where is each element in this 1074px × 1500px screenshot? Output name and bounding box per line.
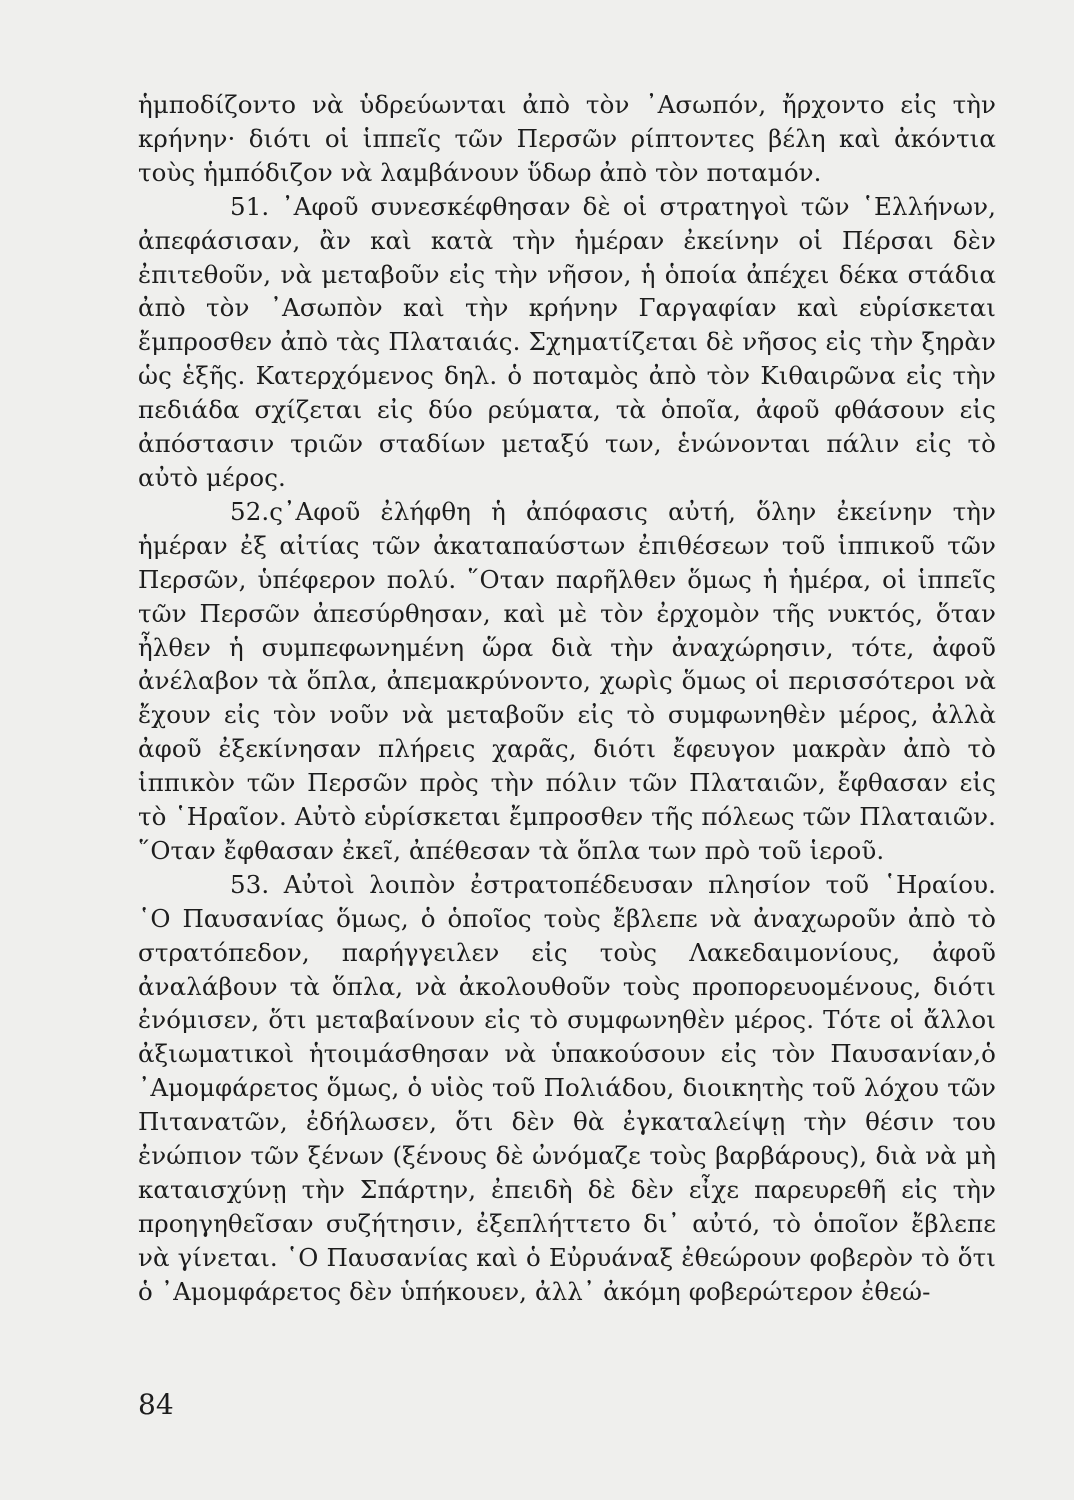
paragraph-continuation: ἡμποδίζοντο νὰ ὑδρεύωνται ἀπὸ τὸν ᾿Ασωπόν, ἤρχοντο εἰς τὴν κρήνην· διότι οἱ ἱππεῖς τῶν Περσῶν ρίπτοντες βέλη καὶ ἀκόντια τοὺς ἡμπόδιζον νὰ λαμβάνουν ὕδωρ ἀπὸ τὸν ποταμόν. bbox=[138, 90, 996, 187]
paragraph-52: 52.ς᾿Αφοῦ ἐλήφθη ἡ ἀπόφασις αὐτή, ὅλην ἐκείνην τὴν ἡμέραν ἐξ αἰτίας τῶν ἀκαταπαύστων ἐπιθέσεων τοῦ ἱππικοῦ τῶν Περσῶν, ὑπέφερον πολύ. ῞Οταν παρῆλθεν ὅμως ἡ ἡμέρα, οἱ ἱππεῖς τῶν Περσῶν ἀπεσύρθησαν, καὶ μὲ τὸν ἐρχομὸν τῆς νυκτός, ὅταν ἦλθεν ἡ συμπεφωνημένη ὥρα διὰ τὴν ἀναχώρησιν, τότε, ἀφοῦ ἀνέλαβον τὰ ὅπλα, ἀπεμακρύνοντο, χωρὶς ὅμως οἱ περισσότεροι νὰ ἔχουν εἰς τὸν νοῦν νὰ μεταβοῦν εἰς τὸ συμφωνηθὲν μέρος, ἀλλὰ ἀφοῦ ἐξεκίνησαν πλήρεις χαρᾶς, διότι ἔφευγον μακρὰν ἀπὸ τὸ ἱππικὸν τῶν Περσῶν πρὸς τὴν πόλιν τῶν Πλαταιῶν, ἔφθασαν εἰς τὸ ῾Ηραῖον. Αὐτὸ εὑρίσκεται ἔμπροσθεν τῆς πόλεως τῶν Πλαταιῶν. ῞Οταν ἔφθασαν ἐκεῖ, ἀπέθεσαν τὰ ὅπλα των πρὸ τοῦ ἱεροῦ. bbox=[138, 496, 996, 865]
paragraph-51: 51. ᾿Αφοῦ συνεσκέφθησαν δὲ οἱ στρατηγοὶ τῶν ῾Ελλήνων, ἀπεφάσισαν, ἂν καὶ κατὰ τὴν ἡμέραν ἐκείνην οἱ Πέρσαι δὲν ἐπιτεθοῦν, νὰ μεταβοῦν εἰς τὴν νῆσον, ἡ ὁποία ἀπέχει δέκα στάδια ἀπὸ τὸν ᾿Ασωπὸν καὶ τὴν κρήνην Γαργαφίαν καὶ εὑρίσκεται ἔμπροσθεν ἀπὸ τὰς Πλαταιάς. Σχηματίζεται δὲ νῆσος εἰς τὴν ξηρὰν ὡς ἑξῆς. Κατερχόμενος δηλ. ὁ ποταμὸς ἀπὸ τὸν Κιθαιρῶνα εἰς τὴν πεδιάδα σχίζεται εἰς δύο ρεύματα, τὰ ὁποῖα, ἀφοῦ φθάσουν εἰς ἀπόστασιν τριῶν σταδίων μεταξύ των, ἑνώνονται πάλιν εἰς τὸ αὐτὸ μέρος. bbox=[138, 191, 996, 492]
paragraph-53: 53. Αὐτοὶ λοιπὸν ἐστρατοπέδευσαν πλησίον τοῦ ῾Ηραίου. ῾Ο Παυσανίας ὅμως, ὁ ὁποῖος τοὺς ἔβλεπε νὰ ἀναχωροῦν ἀπὸ τὸ στρατόπεδον, παρήγγειλεν εἰς τοὺς Λακεδαιμονίους, ἀφοῦ ἀναλάβουν τὰ ὅπλα, νὰ ἀκολουθοῦν τοὺς προπορευομένους, διότι ἐνόμισεν, ὅτι μεταβαίνουν εἰς τὸ συμφωνηθὲν μέρος. Τότε οἱ ἄλλοι ἀξιωματικοὶ ἡτοιμάσθησαν νὰ ὑπακούσουν εἰς τὸν Παυσανίαν,ὁ ᾿Αμομφάρετος ὅμως, ὁ υἱὸς τοῦ Πολιάδου, διοικητὴς τοῦ λόχου τῶν Πιτανατῶν, ἐδήλωσεν, ὅτι δὲν θὰ ἐγκαταλείψῃ τὴν θέσιν του ἐνώπιον τῶν ξένων (ξένους δὲ ὠνόμαζε τοὺς βαρβάρους), διὰ νὰ μὴ καταισχύνῃ τὴν Σπάρτην, ἐπειδὴ δὲ δὲν εἶχε παρευρεθῆ εἰς τὴν προηγηθεῖσαν συζήτησιν, ἐξεπλήττετο δι᾿ αὐτό, τὸ ὁποῖον ἔβλεπε νὰ γίνεται. ῾Ο Παυσανίας καὶ ὁ Εὐρυάναξ ἐθεώρουν φοβερὸν τὸ ὅτι ὁ ᾿Αμομφάρετος δὲν ὑπήκουεν, ἀλλ᾿ ἀκόμη φοβερώτερον ἐθεώ- bbox=[138, 869, 996, 1306]
body-text bbox=[138, 88, 996, 1309]
page-number: 84 bbox=[138, 1388, 174, 1421]
